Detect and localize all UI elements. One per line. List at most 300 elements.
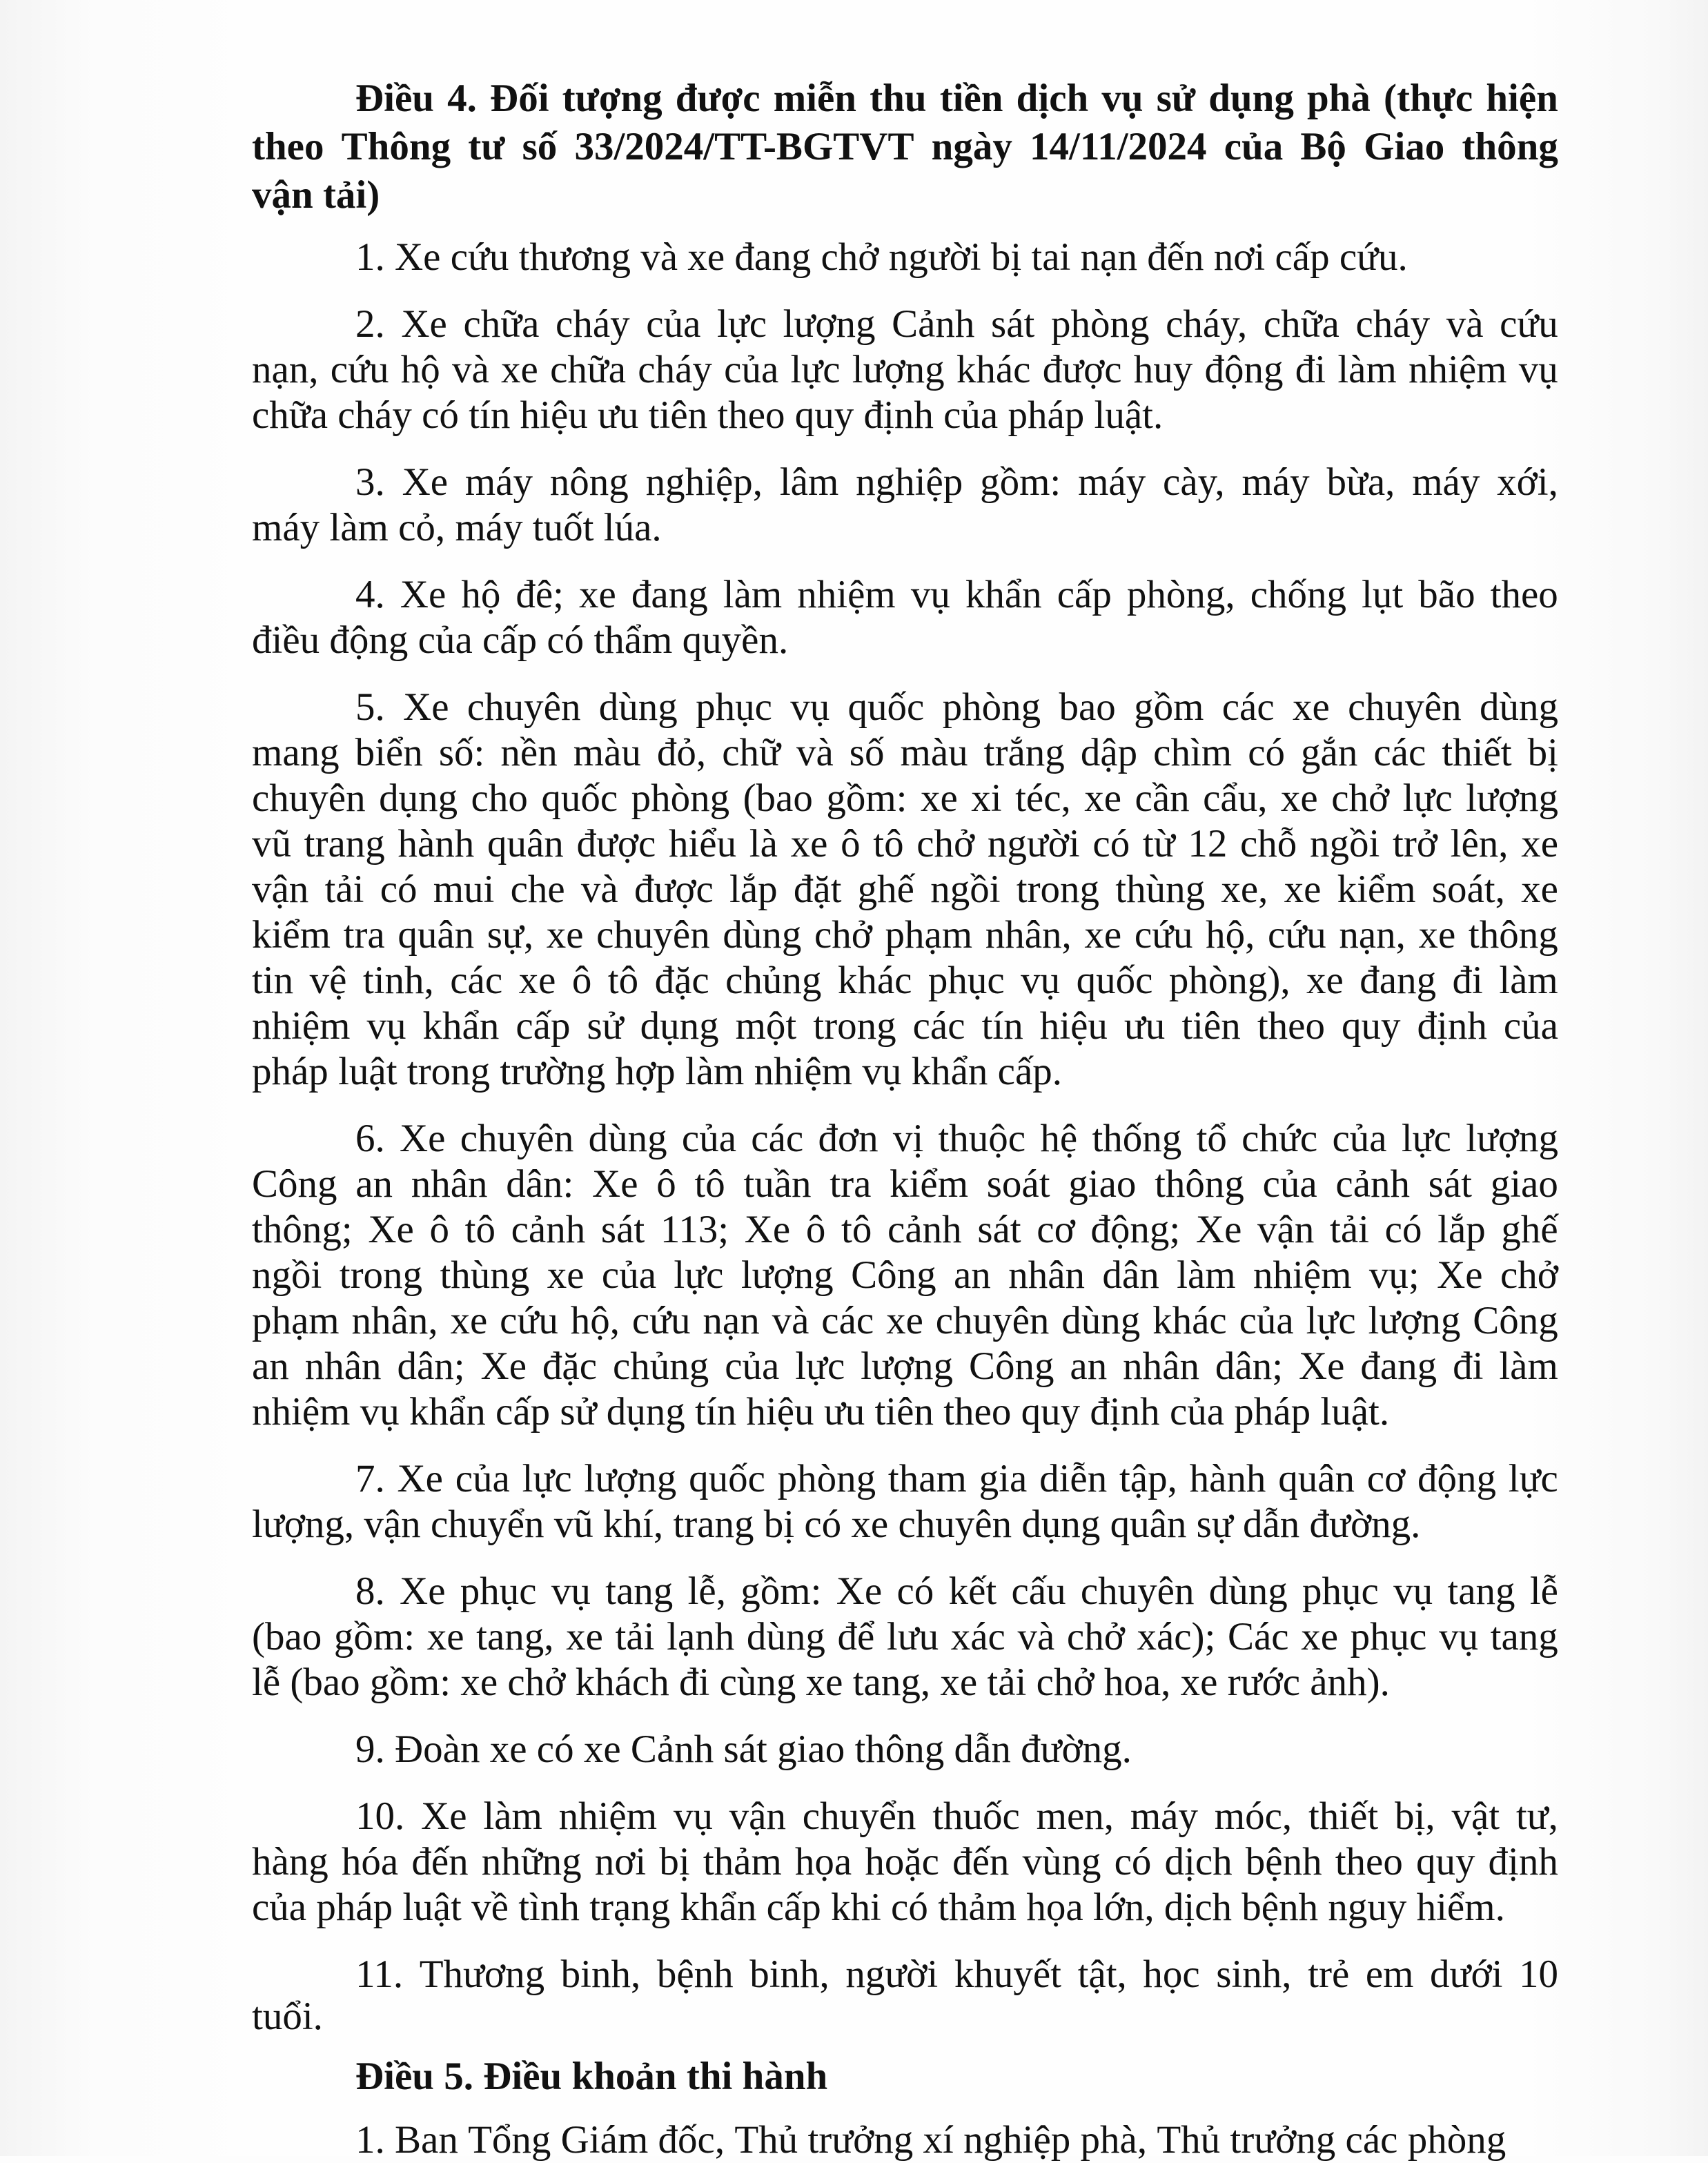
word: nạn, (252, 348, 319, 391)
list-item (252, 1116, 1558, 1435)
word: pháp (1234, 1390, 1311, 1433)
word: gắn (1301, 731, 1358, 774)
word: đang (631, 573, 708, 616)
word: Xe (403, 685, 449, 729)
word: sự (1196, 1503, 1233, 1546)
word: dịch (1016, 77, 1089, 120)
word: cấu (1011, 1569, 1066, 1613)
word: tập, (1119, 1457, 1177, 1500)
word: những (481, 1840, 582, 1883)
word: theo (943, 1390, 1012, 1433)
word: Xe (744, 1208, 791, 1251)
word: Cảnh (630, 1728, 714, 1771)
word: Giám (560, 2118, 649, 2162)
word: quốc (541, 776, 618, 820)
text-line (252, 1298, 1558, 1344)
word: xe (1084, 913, 1122, 957)
word: xe (886, 1299, 923, 1342)
word: cỏ, (398, 506, 446, 549)
word: trang (673, 1503, 754, 1546)
word: dụng (606, 1390, 685, 1433)
word: làm (723, 573, 783, 616)
text-line (252, 1502, 1558, 1547)
word: téc, (1015, 776, 1071, 820)
word: có (1384, 1208, 1422, 1251)
word: nhân, (351, 1299, 438, 1342)
word: chuyên (460, 1117, 574, 1160)
word: bị, (1395, 1794, 1435, 1838)
word: vụ (1021, 959, 1061, 1002)
word: nhân (1008, 1253, 1086, 1297)
word: cấp (495, 1390, 551, 1433)
word: của (601, 1253, 656, 1297)
word: xe (489, 1728, 527, 1771)
word: khí, (603, 1503, 664, 1546)
word: Xe (1437, 1253, 1483, 1297)
word: khẩn (422, 1004, 500, 1048)
word: có (896, 1569, 934, 1613)
word: vụ (1393, 1569, 1433, 1613)
word: đê; (516, 573, 564, 616)
word: máy (252, 506, 320, 549)
word: đến (1147, 235, 1204, 279)
text-line (252, 302, 1558, 347)
word: vận (364, 1503, 421, 1546)
word: xi (971, 776, 1002, 820)
word: hiểu (668, 822, 737, 865)
word: xí (923, 2118, 954, 2162)
word: lượng (1466, 776, 1558, 820)
word: kiểm (252, 913, 331, 957)
text-line (252, 235, 1558, 280)
word: lượng (852, 348, 945, 391)
word: Xe (368, 1208, 414, 1251)
word: trong (813, 1004, 896, 1048)
word: 33/2024/TT-BGTVT (574, 125, 914, 168)
word: vụ (551, 1569, 591, 1613)
word: Đối (490, 77, 549, 120)
word: dùng (746, 1615, 825, 1658)
word: xe (547, 1253, 585, 1297)
word: của (1169, 1390, 1225, 1433)
word: giao (1490, 1162, 1558, 1206)
word: cho (471, 776, 528, 820)
word: lượng (783, 302, 876, 346)
word: xe (518, 959, 556, 1002)
word: về (471, 1886, 509, 1929)
word: đơn (818, 1117, 878, 1160)
word: Bộ (1300, 125, 1346, 168)
word: (bao (743, 776, 813, 820)
word: nơi (1213, 235, 1266, 279)
word: của (1262, 1162, 1317, 1206)
word: tang, (852, 1661, 931, 1704)
word: đốc, (658, 2118, 725, 2162)
word: xe (1301, 1615, 1339, 1658)
word: sự, (487, 913, 534, 957)
word: thùng (1115, 868, 1206, 911)
word: thùng (440, 1253, 530, 1297)
word: lực (795, 1344, 845, 1388)
word: phà, (1080, 2118, 1148, 2162)
word: theo (1490, 573, 1558, 616)
text-line (252, 821, 1558, 867)
word: sử (587, 1004, 624, 1048)
word: chuyên (898, 1503, 1012, 1546)
word: nhiệm (1408, 348, 1507, 391)
word: hàng (252, 1840, 328, 1883)
word: 113; (660, 1208, 729, 1251)
word: xe (1180, 1661, 1218, 1704)
word: hoa, (1103, 1661, 1171, 1704)
word: máy (1078, 460, 1146, 504)
word: cấp (516, 1004, 571, 1048)
word: ghế (857, 868, 914, 911)
word: ảnh). (1310, 1661, 1390, 1704)
word: pháp (252, 1050, 328, 1093)
word: quốc (847, 685, 925, 729)
text-line (252, 1456, 1558, 1502)
word: chuyên (596, 913, 710, 957)
word: tinh, (362, 959, 434, 1002)
word: 4. (355, 573, 385, 616)
word: Xe (592, 1162, 638, 1206)
word: nhân (304, 1344, 382, 1388)
word: cứu (631, 1299, 691, 1342)
word: phà (1306, 77, 1371, 120)
word: tuần (743, 1162, 812, 1206)
text-line (252, 1660, 1558, 1705)
word: (bao (252, 1615, 322, 1658)
word: hiệu (1039, 1004, 1108, 1048)
word: quy (1415, 1840, 1475, 1883)
word: bệnh (1245, 1840, 1322, 1883)
word: tô (464, 1208, 495, 1251)
word: em (1365, 1952, 1414, 1996)
word: trẻ (1308, 1952, 1350, 1996)
word: trong (1016, 868, 1100, 911)
word: các (912, 1004, 965, 1048)
word: trong (339, 1253, 423, 1297)
word: nghiệp, (645, 460, 763, 504)
word: dân; (397, 1344, 465, 1388)
word: dân (1102, 1253, 1159, 1297)
word: cẩu, (1203, 776, 1268, 820)
word: xe (687, 235, 725, 279)
text-line (252, 460, 1558, 505)
word: Xe (1298, 1344, 1345, 1388)
word: sát (600, 1208, 645, 1251)
word: định (1090, 1390, 1160, 1433)
word: cảnh (511, 1208, 586, 1251)
word: nạn (703, 1299, 760, 1342)
text-line (252, 2117, 1558, 2163)
word: pháp (1008, 393, 1085, 437)
word: và (640, 235, 678, 279)
word: là (749, 822, 778, 865)
word: 12 (1188, 822, 1228, 865)
word: tải (1330, 1208, 1369, 1251)
text-line (252, 572, 1558, 618)
word: soát, (1431, 868, 1505, 911)
word: gồm: (333, 1615, 415, 1658)
word: phục (1350, 1615, 1427, 1658)
word: lạnh (667, 1615, 735, 1658)
word: gia (979, 1457, 1028, 1500)
list-item (252, 2117, 1558, 2163)
word: an (1070, 1344, 1108, 1388)
word: hộ (461, 573, 501, 616)
list-item (252, 1794, 1558, 1930)
word: chuyên (1080, 1569, 1195, 1613)
word: dùng (723, 913, 802, 957)
word: tổ (1196, 1117, 1227, 1160)
word: 6. (355, 1117, 385, 1160)
word: khác (1152, 1299, 1227, 1342)
word: thu (870, 77, 927, 120)
word: lượng (1368, 1299, 1461, 1342)
word: làm (329, 506, 389, 549)
text-line (252, 1004, 1558, 1049)
word: gồm (1134, 685, 1204, 729)
word: máy (1130, 1794, 1198, 1838)
word: theo (717, 393, 785, 437)
word: lượng (584, 1457, 677, 1500)
word: khuyết (954, 1952, 1061, 1996)
word: phòng (1050, 302, 1150, 346)
word: sát (1428, 1162, 1473, 1206)
word: khi (830, 1886, 881, 1929)
word: chở (507, 1661, 566, 1704)
word: bị (763, 1503, 795, 1546)
word: chở (1500, 1253, 1558, 1297)
word: Cảnh (892, 302, 975, 346)
word: tình (518, 1886, 580, 1929)
word: hộ, (570, 1299, 620, 1342)
word: hành (397, 822, 475, 865)
word: vị (892, 1117, 924, 1160)
word: có (1092, 822, 1130, 865)
text-line (252, 1207, 1558, 1253)
word: miễn (773, 77, 857, 120)
word: ghế (1501, 1208, 1558, 1251)
word: gồm: (740, 1569, 822, 1613)
word: tô (841, 1208, 872, 1251)
word: có (536, 1728, 574, 1771)
word: 1. (355, 235, 385, 279)
word: họa (1026, 1886, 1083, 1929)
word: khẩn (680, 1886, 757, 1929)
text-line (252, 1253, 1558, 1298)
word: huy (1133, 348, 1193, 391)
word: tải (987, 1661, 1027, 1704)
word: bao (1059, 685, 1116, 729)
word: 10 (1519, 1952, 1558, 1996)
text-line (252, 1162, 1558, 1207)
word: che (510, 868, 565, 911)
word: luật. (1094, 393, 1164, 437)
word: tin (252, 959, 294, 1002)
word: động (329, 618, 409, 662)
word: của (1239, 1299, 1294, 1342)
word: an (954, 1253, 991, 1297)
word: lượng (1466, 1117, 1558, 1160)
word: lên, (1450, 822, 1509, 865)
word: vùng (1022, 1840, 1101, 1883)
word: nhiệm (558, 1794, 658, 1838)
word: tín (981, 1004, 1023, 1048)
word: xe (1521, 868, 1558, 911)
word: đặt (793, 868, 842, 911)
word: thẩm (593, 618, 673, 662)
word: hộ (400, 348, 440, 391)
word: sinh, (1216, 1952, 1292, 1996)
word: lễ (252, 1661, 281, 1704)
word: tải (615, 1615, 655, 1658)
word: cứu. (1339, 235, 1408, 279)
word: đến (411, 1840, 469, 1883)
word: vệ (309, 959, 347, 1002)
list-item (252, 685, 1558, 1095)
word: ưu (823, 1390, 865, 1433)
word: xác); (1137, 1615, 1216, 1658)
word: trắng (983, 731, 1065, 774)
word: lực (522, 1457, 572, 1500)
word: tư (468, 125, 505, 168)
word: các (751, 1117, 804, 1160)
list-item (252, 572, 1558, 663)
word: Công (851, 1253, 936, 1297)
word: nhiệm (1253, 1253, 1352, 1297)
word: chuyên (467, 685, 581, 729)
word: Xe (836, 1569, 883, 1613)
word: hợp (615, 1050, 676, 1093)
word: chuyên (252, 776, 366, 820)
word: tiên (874, 1390, 934, 1433)
word: cứu (500, 1299, 558, 1342)
word: nhân (1123, 1344, 1199, 1388)
word: để (837, 1615, 875, 1658)
word: tang, (476, 1615, 554, 1658)
word: làm (1337, 348, 1397, 391)
word: binh, (560, 1952, 641, 1996)
text-line (252, 1614, 1558, 1660)
text-line (252, 347, 1558, 393)
word: chở (821, 235, 879, 279)
text-line (252, 1952, 1558, 1997)
word: sử (1156, 77, 1196, 120)
word: tuổi. (252, 1995, 323, 2038)
word: gồm: (369, 1661, 451, 1704)
word: lâm (779, 460, 839, 504)
text-line (252, 1794, 1558, 1839)
word: đỏ, (656, 731, 707, 774)
word: tiền (939, 77, 1003, 120)
word: cháy (337, 393, 412, 437)
word: chữa (463, 302, 540, 346)
word: đang (1359, 959, 1437, 1002)
word: thống (1092, 1117, 1182, 1160)
word: cứu (450, 235, 509, 279)
text-line (252, 776, 1558, 821)
word: Đoàn (395, 1728, 480, 1771)
word: làm (1499, 1344, 1558, 1388)
word: tín (469, 393, 511, 437)
word: trưởng (807, 2118, 914, 2162)
word: phục (460, 1569, 537, 1613)
word: có (804, 1503, 842, 1546)
word: xe (566, 1615, 603, 1658)
word: của (725, 1344, 780, 1388)
word: cảnh (1335, 1162, 1411, 1206)
word: lễ, (687, 1569, 726, 1613)
word: đi (1453, 1344, 1484, 1388)
word: định (1488, 1840, 1558, 1883)
word: định (1417, 1004, 1487, 1048)
word: diễn (1039, 1457, 1108, 1500)
word: nền (500, 731, 558, 774)
word: quy (1021, 1390, 1081, 1433)
word: tô (873, 822, 904, 865)
word: dụng (640, 1004, 719, 1048)
word: Xe (400, 1569, 446, 1613)
word: quốc (689, 1457, 765, 1500)
word: làm (685, 1050, 745, 1093)
word: của (724, 348, 779, 391)
word: đang (734, 235, 812, 279)
word: Tổng (468, 2118, 551, 2162)
word: nhiệm (754, 1050, 853, 1093)
word: phục (927, 959, 1005, 1002)
word: dịch (1164, 1886, 1233, 1929)
word: biển (355, 731, 423, 774)
word: Xe (402, 460, 449, 504)
text-line (252, 505, 1558, 551)
word: phòng, (1126, 573, 1235, 616)
word: thảm (703, 1840, 782, 1883)
word: các (1345, 2118, 1398, 2162)
word: máy (1412, 460, 1480, 504)
word: tải) (322, 173, 380, 217)
word: có (891, 1886, 928, 1929)
word: người (888, 235, 981, 279)
word: vận (252, 173, 313, 217)
word: men, (1036, 1794, 1115, 1838)
word: luật (402, 1886, 462, 1929)
text-line (252, 1727, 1558, 1772)
word: dùng (588, 1117, 667, 1160)
word: lụt (1362, 573, 1404, 616)
word: vụ (1518, 348, 1558, 391)
word: theo (252, 125, 324, 168)
word: thảm (938, 1886, 1017, 1929)
word: làm (1177, 1253, 1236, 1297)
word: và (796, 731, 834, 774)
word: phạm (252, 1299, 340, 1342)
word: 11. (355, 1952, 404, 1996)
word: động (1204, 348, 1284, 391)
text-line (252, 618, 1558, 663)
word: dụng (1021, 1503, 1101, 1546)
word: lưu (886, 1615, 939, 1658)
word: tượng (562, 77, 662, 120)
word: ô (841, 822, 861, 865)
word: Xe (1195, 1208, 1242, 1251)
word: quy (1341, 1004, 1401, 1048)
word: khẩn (911, 1050, 988, 1093)
word: kiểm (1337, 868, 1416, 911)
word: phòng (942, 685, 1041, 729)
